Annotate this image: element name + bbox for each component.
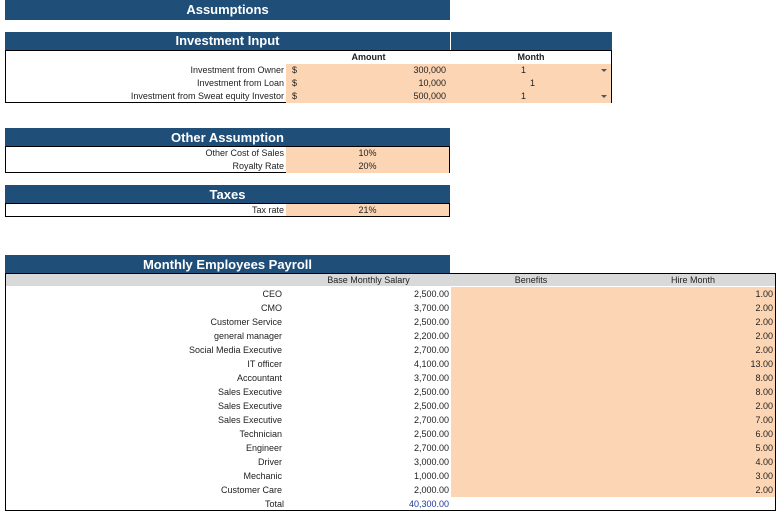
dropdown-arrow-icon[interactable] bbox=[601, 95, 607, 98]
payroll-benefits-cell[interactable] bbox=[451, 455, 611, 469]
currency-symbol: $ bbox=[292, 78, 298, 88]
investment-amount: 500,000 bbox=[413, 91, 446, 101]
payroll-benefits-cell[interactable] bbox=[451, 343, 611, 357]
payroll-hire-month[interactable]: 2.00 bbox=[755, 331, 773, 341]
payroll-role: Customer Care bbox=[220, 485, 282, 495]
payroll-hire-month[interactable]: 1.00 bbox=[755, 289, 773, 299]
payroll-role: Sales Executive bbox=[217, 401, 282, 411]
payroll-benefits-cell[interactable] bbox=[451, 371, 611, 385]
payroll-benefits-cell[interactable] bbox=[451, 357, 611, 371]
payroll-benefits-cell[interactable] bbox=[451, 399, 611, 413]
payroll-salary: 2,700.00 bbox=[413, 443, 449, 453]
payroll-role: Mechanic bbox=[243, 471, 282, 481]
other-assumption-table bbox=[5, 146, 450, 173]
payroll-benefits-cell[interactable] bbox=[451, 385, 611, 399]
payroll-hire-month[interactable]: 2.00 bbox=[755, 485, 773, 495]
taxes-header: Taxes bbox=[5, 185, 450, 204]
investment-header: Investment Input bbox=[5, 32, 450, 50]
payroll-salary: 1,000.00 bbox=[413, 471, 449, 481]
total-value: 40,300.00 bbox=[408, 499, 449, 509]
payroll-table bbox=[5, 273, 776, 511]
payroll-benefits-cell[interactable] bbox=[451, 427, 611, 441]
other-assumption-value[interactable]: 20% bbox=[286, 160, 449, 173]
payroll-hire-month[interactable]: 3.00 bbox=[755, 471, 773, 481]
hire-month-column-header: Hire Month bbox=[670, 275, 715, 285]
tax-rate-value[interactable]: 21% bbox=[286, 204, 449, 216]
payroll-hire-month[interactable]: 2.00 bbox=[755, 345, 773, 355]
payroll-benefits-cell[interactable] bbox=[451, 329, 611, 343]
investment-label: Investment from Owner bbox=[190, 65, 284, 75]
month-column-header: Month bbox=[517, 52, 545, 62]
investment-table bbox=[5, 50, 612, 103]
payroll-benefits-cell[interactable] bbox=[451, 469, 611, 483]
payroll-hire-month[interactable]: 6.00 bbox=[755, 429, 773, 439]
payroll-hire-month[interactable]: 2.00 bbox=[755, 317, 773, 327]
payroll-benefits-cell[interactable] bbox=[451, 441, 611, 455]
payroll-benefits-cell[interactable] bbox=[451, 301, 611, 315]
investment-month: 1 bbox=[521, 91, 527, 101]
payroll-role: Engineer bbox=[245, 443, 282, 453]
investment-month: 1 bbox=[521, 65, 527, 75]
payroll-salary: 2,500.00 bbox=[413, 387, 449, 397]
payroll-hire-month[interactable]: 4.00 bbox=[755, 457, 773, 467]
payroll-benefits-cell[interactable] bbox=[451, 483, 611, 497]
payroll-role: CEO bbox=[262, 289, 282, 299]
payroll-hire-month[interactable]: 7.00 bbox=[755, 415, 773, 425]
benefits-column-header: Benefits bbox=[514, 275, 548, 285]
payroll-benefits-cell[interactable] bbox=[451, 287, 611, 301]
total-label: Total bbox=[264, 499, 284, 509]
payroll-salary: 4,100.00 bbox=[413, 359, 449, 369]
page-title: Assumptions bbox=[5, 0, 450, 20]
currency-symbol: $ bbox=[292, 65, 298, 75]
payroll-salary: 3,700.00 bbox=[413, 303, 449, 313]
other-assumption-label: Other Cost of Sales bbox=[205, 148, 284, 158]
payroll-role: IT officer bbox=[247, 359, 282, 369]
payroll-hire-month[interactable]: 5.00 bbox=[755, 443, 773, 453]
investment-header-ext bbox=[450, 32, 612, 50]
currency-symbol: $ bbox=[292, 91, 298, 101]
payroll-salary: 2,500.00 bbox=[413, 289, 449, 299]
payroll-role: Customer Service bbox=[210, 317, 282, 327]
payroll-salary: 2,500.00 bbox=[413, 401, 449, 411]
investment-amount: 10,000 bbox=[418, 78, 446, 88]
payroll-salary: 2,500.00 bbox=[413, 317, 449, 327]
payroll-role: Social Media Executive bbox=[188, 345, 282, 355]
other-assumption-header: Other Assumption bbox=[5, 128, 450, 147]
investment-month: 1 bbox=[530, 78, 536, 88]
payroll-hire-month[interactable]: 8.00 bbox=[755, 373, 773, 383]
payroll-role: CMO bbox=[261, 303, 282, 313]
payroll-salary: 2,700.00 bbox=[413, 345, 449, 355]
other-assumption-value[interactable]: 10% bbox=[286, 147, 449, 160]
tax-rate-label: Tax rate bbox=[251, 205, 284, 215]
payroll-benefits-cell[interactable] bbox=[451, 315, 611, 329]
payroll-salary: 2,500.00 bbox=[413, 429, 449, 439]
investment-label: Investment from Sweat equity Investor bbox=[130, 91, 284, 101]
payroll-benefits-cell[interactable] bbox=[451, 413, 611, 427]
payroll-hire-month[interactable]: 2.00 bbox=[755, 401, 773, 411]
payroll-role: Sales Executive bbox=[217, 387, 282, 397]
payroll-salary: 2,700.00 bbox=[413, 415, 449, 425]
amount-column-header: Amount bbox=[351, 52, 386, 62]
payroll-salary: 2,000.00 bbox=[413, 485, 449, 495]
dropdown-arrow-icon[interactable] bbox=[601, 69, 607, 72]
payroll-role: Accountant bbox=[236, 373, 282, 383]
payroll-salary: 3,000.00 bbox=[413, 457, 449, 467]
payroll-hire-month[interactable]: 13.00 bbox=[750, 359, 773, 369]
payroll-header: Monthly Employees Payroll bbox=[5, 255, 450, 274]
investment-amount: 300,000 bbox=[413, 65, 446, 75]
other-assumption-label: Royalty Rate bbox=[232, 161, 284, 171]
taxes-table bbox=[5, 203, 450, 217]
salary-column-header: Base Monthly Salary bbox=[327, 275, 410, 285]
payroll-role: Driver bbox=[258, 457, 282, 467]
payroll-role: Sales Executive bbox=[217, 415, 282, 425]
payroll-salary: 3,700.00 bbox=[413, 373, 449, 383]
payroll-role: Technician bbox=[239, 429, 282, 439]
investment-label: Investment from Loan bbox=[196, 78, 284, 88]
payroll-role: general manager bbox=[213, 331, 282, 341]
payroll-hire-month[interactable]: 2.00 bbox=[755, 303, 773, 313]
payroll-salary: 2,200.00 bbox=[413, 331, 449, 341]
payroll-hire-month[interactable]: 8.00 bbox=[755, 387, 773, 397]
